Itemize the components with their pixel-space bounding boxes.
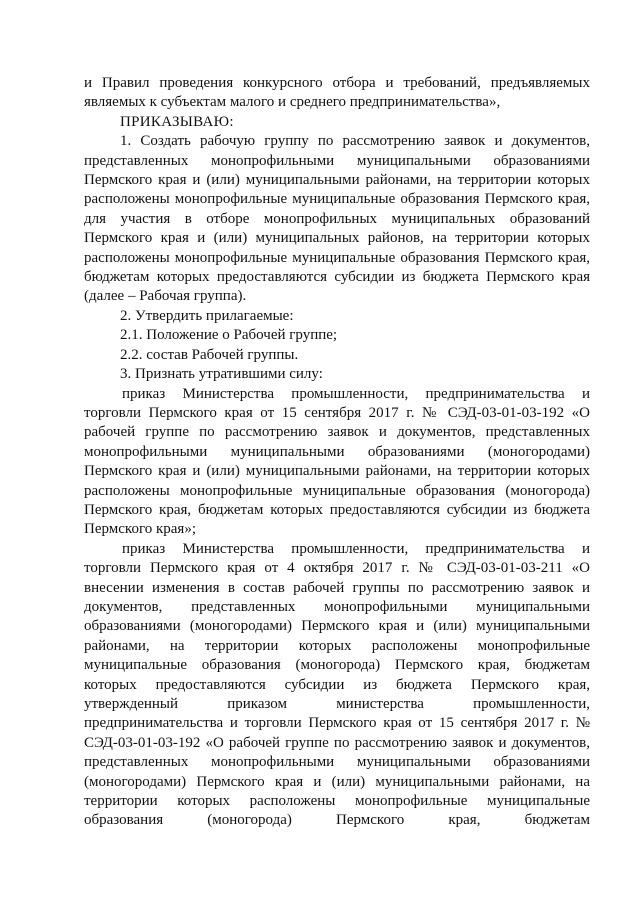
paragraph-item-2-2: 2.2. состав Рабочей группы. [120,346,299,363]
paragraph-repealed-order-2: приказ Министерства промышленности, предпринимательства и торговли Пермского края от 4 октября 2017 г. № СЭД-03-01-03-211 «О внесении изменения в состав рабочей группы по рассмотрению заявок и документов, представленных монопрофильными муниципальными образованиями (моногородами) Пермского края и (или) муниципальными районами, на территории которых расположены монопрофильные муниципальные образования (моногорода) Пермского края, бюджетам которых предоставляются субсидии из бюджета Пермского края, утвержденный приказом министерства промышленности, предпринимательства и торговли Пермского края от 15 сентября 2017 г. № СЭД-03-01-03-192 «О рабочей группе по рассмотрению заявок и документов, представленных монопрофильными муниципальными образованиями (моногородами) Пермского края и (или) муниципальными районами, на территории которых расположены монопрофильные муниципальные образования (моногорода) Пермского края, бюджетам [84,540,590,829]
paragraph-item-2-1: 2.1. Положение о Рабочей группе; [120,327,338,344]
paragraph-item-3: 3. Признать утратившими силу: [120,366,323,383]
document-body [84,74,590,831]
order-heading: ПРИКАЗЫВАЮ: [120,113,234,130]
paragraph-preamble-end: и Правил проведения конкурсного отбора и требований, предъявляемых являемых к субъектам малого и среднего предпринимательства», [84,75,590,111]
paragraph-item-2: 2. Утвердить прилагаемые: [120,307,294,324]
paragraph-repealed-order-1: приказ Министерства промышленности, предпринимательства и торговли Пермского края от 15 сентября 2017 г. № СЭД-03-01-03-192 «О рабочей группе по рассмотрению заявок и документов, представленных монопрофильными муниципальными образованиями (моногородами) Пермского края и (или) муниципальными районами, на территории которых расположены монопрофильные муниципальные образования (моногорода) Пермского края, бюджетам которых предоставляются субсидии из бюджета Пермского края»; [84,385,590,538]
paragraph-item-1: 1. Создать рабочую группу по рассмотрению заявок и документов, представленных монопрофильными муниципальными образованиями Пермского края и (или) муниципальными районами, на территории которых расположены монопрофильные муниципальные образования Пермского края, для участия в отборе монопрофильных муниципальных образований Пермского края и (или) муниципальных районов, на территории которых расположены монопрофильные муниципальные образования Пермского края, бюджетам которых предоставляются субсидии из бюджета Пермского края (далее – Рабочая группа). [84,133,590,305]
